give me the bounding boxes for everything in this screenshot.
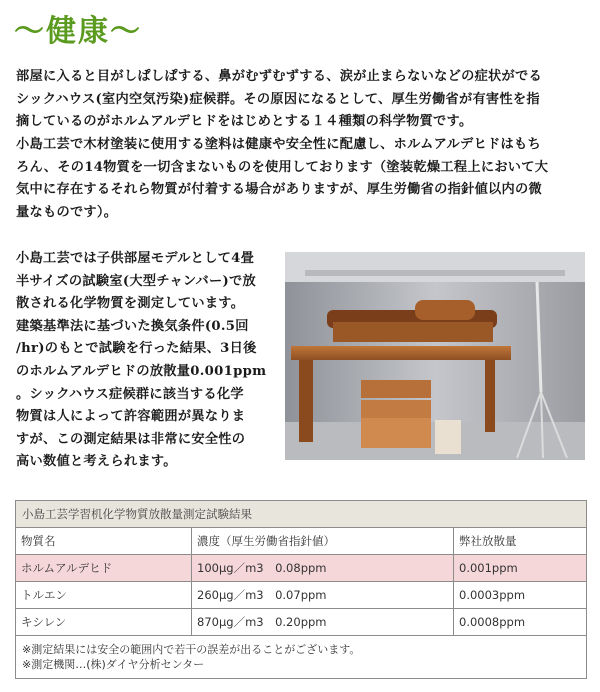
test-paragraph [16, 248, 280, 474]
intro-paragraph [16, 66, 584, 134]
intro-line: 部屋に入ると目がしぱしぱする、鼻がむずむずする、涙が止まらないなどの症状がでる [16, 69, 543, 84]
test-line: すが、この測定結果は非常に安全性の [16, 431, 246, 447]
cell-emission: 0.0008ppm [454, 609, 587, 636]
results-notes [16, 636, 586, 678]
paint-line: 気中に存在するそれら物質が付着する場合がありますが、厚生労働省の指針値以内の微 [16, 182, 543, 197]
test-line: /hr)のもとで試験を行った結果、3日後 [16, 341, 257, 357]
results-grid [16, 528, 586, 636]
cell-emission: 0.001ppm [454, 555, 587, 582]
cell-substance: ホルムアルデヒド [16, 555, 192, 582]
header-emission: 弊社放散量 [454, 528, 587, 555]
cell-substance: キシレン [16, 609, 192, 636]
cell-substance: トルエン [16, 582, 192, 609]
table-row [16, 555, 586, 582]
desk-illustration [285, 252, 585, 460]
test-line: 小島工芸では子供部屋モデルとして4畳 [16, 251, 255, 266]
table-row [16, 609, 586, 636]
cell-guideline: 100μg／m3 0.08ppm [192, 555, 454, 582]
section-heading: 〜健康〜 [14, 14, 142, 49]
paint-line: ろん、その14物質を一切含まないものを使用しております（塗装乾燥工程上において大 [16, 159, 549, 175]
intro-line: シックハウス(室内空気汚染)症候群。その原因になるとして、厚生労働省が有害性を指 [16, 91, 540, 107]
test-line: 高い数値と考えられます。 [16, 454, 177, 470]
test-line: 散される化学物質を測定しています。 [16, 296, 245, 312]
table-header-row [16, 528, 586, 555]
note-line: ※測定結果には安全の範囲内で若干の誤差が出ることがございます。 [22, 643, 361, 656]
cell-guideline: 870μg／m3 0.20ppm [192, 609, 454, 636]
test-results-table [15, 500, 587, 679]
test-line: 半サイズの試験室(大型チャンバー)で放 [16, 273, 256, 289]
test-line: 。シックハウス症候群に該当する化学 [16, 386, 244, 402]
test-line: のホルムアルデヒドの放散量0.001ppm [16, 363, 267, 379]
note-line: ※測定機関…(株)ダイヤ分析センター [22, 658, 205, 671]
paint-paragraph [16, 134, 584, 224]
header-guideline: 濃度（厚生労働省指針値） [192, 528, 454, 555]
test-line: 物質は人によって許容範囲が異なりま [16, 409, 246, 425]
test-line: 建築基準法に基づいた換気条件(0.5回 [16, 318, 249, 334]
cell-guideline: 260μg／m3 0.07ppm [192, 582, 454, 609]
results-title: 小島工芸学習机化学物質放散量測定試験結果 [16, 501, 586, 528]
header-substance: 物質名 [16, 528, 192, 555]
desk-chamber-photo [285, 252, 585, 460]
cell-emission: 0.0003ppm [454, 582, 587, 609]
paint-line: 量なものです）。 [16, 204, 118, 220]
paint-line: 小島工芸で木材塗装に使用する塗料は健康や安全性に配慮し、ホルムアルデヒドはもち [16, 137, 541, 152]
intro-line: 摘しているのがホルムアルデヒドをはじめとする１４種類の科学物質です。 [16, 114, 473, 129]
table-row [16, 582, 586, 609]
